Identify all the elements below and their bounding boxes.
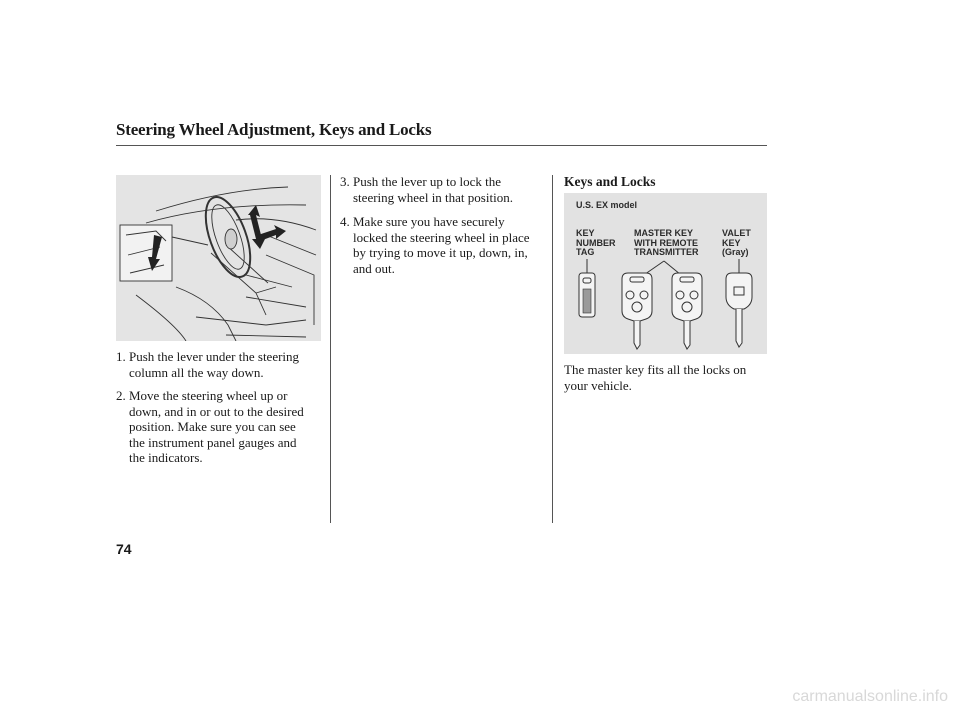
- page-number: 74: [116, 541, 132, 557]
- step-number: 3.: [340, 174, 350, 189]
- step-3: [340, 174, 550, 205]
- key-number-tag-icon: [579, 273, 595, 317]
- title-rule: [116, 145, 767, 146]
- step-text: Push the lever under the steering column all the way down.: [129, 349, 300, 380]
- valet-key-label: VALET KEY (Gray): [722, 228, 751, 257]
- steering-wheel-illustration: [116, 175, 321, 341]
- step-text: Move the steering wheel up or down, and in or out to the desired position. Make sure you can see the instrument panel gauges and the indicators.: [129, 388, 304, 465]
- step-2: [116, 388, 326, 466]
- steering-wheel-drawing: [116, 175, 321, 341]
- model-label: U.S. EX model: [576, 200, 638, 210]
- step-1: [116, 349, 326, 380]
- master-key-label: MASTER KEY WITH REMOTE TRANSMITTER: [634, 228, 699, 257]
- keys-illustration: [564, 193, 767, 354]
- keys-and-locks-heading: Keys and Locks: [564, 174, 656, 189]
- keys-drawing: [564, 193, 767, 354]
- column-divider-left: [330, 175, 331, 523]
- step-number: 2.: [116, 388, 126, 403]
- step-number: 1.: [116, 349, 126, 364]
- keys-paragraph: The master key fits all the locks on your vehicle.: [564, 362, 747, 393]
- key-number-tag-label: KEY NUMBER TAG: [576, 228, 616, 257]
- step-number: 4.: [340, 214, 350, 229]
- watermark: carmanualsonline.info: [792, 688, 948, 705]
- master-key-icon: [672, 273, 702, 349]
- step-4: [340, 214, 550, 276]
- valet-key-icon: [726, 273, 752, 347]
- page-title: Steering Wheel Adjustment, Keys and Locks: [116, 120, 432, 139]
- step-text: Push the lever up to lock the steering wheel in that position.: [353, 174, 513, 205]
- column-divider-right: [552, 175, 553, 523]
- step-text: Make sure you have securely locked the steering wheel in place by trying to move it up, down, in, and out.: [353, 214, 530, 276]
- master-key-icon: [622, 273, 652, 349]
